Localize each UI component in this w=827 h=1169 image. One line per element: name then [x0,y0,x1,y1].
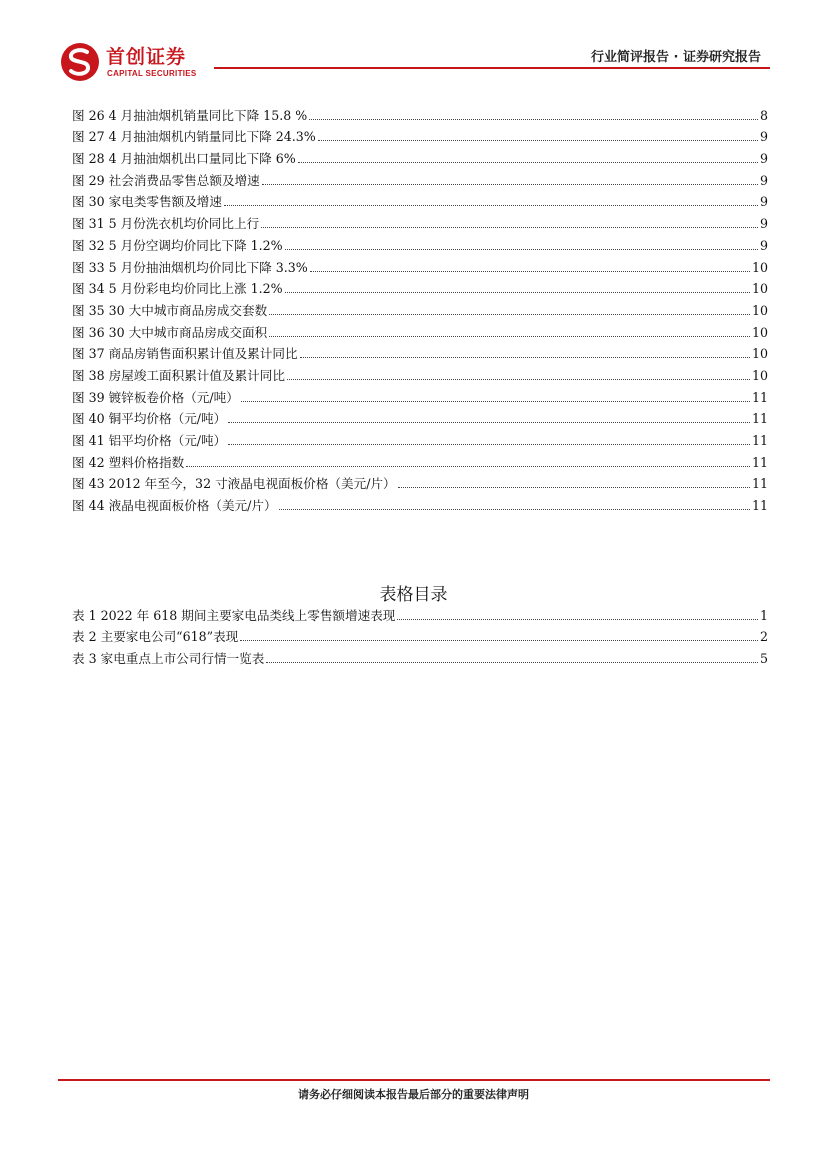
table-toc-entry[interactable] [72,624,768,646]
toc-page-number: 5 [759,651,768,667]
toc-entry-label: 图 43 2012 年至今，32 寸液晶电视面板价格（美元/片） [72,476,396,492]
toc-entry-label: 图 37 商品房销售面积累计值及累计同比 [72,346,298,362]
header-divider [214,67,770,69]
toc-page-number: 11 [751,498,768,514]
figure-toc-entry[interactable] [72,319,768,341]
figure-toc-entry[interactable] [72,471,768,493]
table-toc-entry[interactable] [72,645,768,667]
figure-toc-entry[interactable] [72,254,768,276]
dot-leader [298,162,758,163]
dot-leader [269,336,750,337]
dot-leader [287,379,750,380]
toc-page-number: 8 [759,107,768,123]
table-toc-entry[interactable] [72,602,768,624]
dot-leader [269,314,750,315]
toc-entry-label: 图 26 4 月抽油烟机销量同比下降 15.8 % [72,107,308,123]
toc-page-number: 11 [751,433,768,448]
toc-entry-label: 图 35 30 大中城市商品房成交套数 [72,302,268,318]
dot-leader [398,487,750,488]
dot-leader [262,184,758,185]
dot-leader [228,444,750,445]
figure-toc-entry[interactable] [72,124,768,146]
toc-page-number: 9 [759,194,768,210]
logo-mark-icon [60,42,100,82]
figure-toc-entry[interactable] [72,362,768,384]
toc-entry-label: 图 44 液晶电视面板价格（美元/片） [72,498,277,514]
toc-page-number: 11 [751,476,768,492]
figure-toc-entry[interactable] [72,145,768,167]
logo-english-name: CAPITAL SECURITIES [107,69,197,78]
table-list-title: 表格目录 [379,585,448,605]
toc-page-number: 11 [751,454,768,470]
toc-page-number: 10 [751,302,768,318]
toc-entry-label: 图 31 5 月份洗衣机均价同比上行 [72,216,260,232]
company-logo [60,42,220,82]
toc-entry-label: 图 30 家电类零售额及增速 [72,194,222,210]
dot-leader [224,205,758,206]
dot-leader [310,271,750,272]
figure-toc-entry[interactable] [72,406,768,428]
dot-leader [240,640,758,641]
toc-entry-label: 表 2 主要家电公司“618”表现 [72,629,239,645]
toc-page-number: 9 [759,172,768,188]
dot-leader [309,119,758,120]
table-list [72,602,768,667]
toc-page-number: 9 [759,129,768,145]
dot-leader [397,619,758,620]
figure-toc-entry[interactable] [72,189,768,211]
dot-leader [266,662,758,663]
figure-toc-entry[interactable] [72,276,768,298]
toc-page-number: 1 [759,607,768,623]
toc-page-number: 10 [751,259,768,275]
toc-page-number: 11 [751,411,768,427]
figure-toc-entry[interactable] [72,384,768,406]
toc-entry-label: 表 1 2022 年 618 期间主要家电品类线上零售额增速表现 [72,607,396,623]
page-header [0,0,827,90]
toc-entry-label: 图 33 5 月份抽油烟机均价同比下降 3.3% [72,259,308,275]
toc-entry-label: 图 28 4 月抽油烟机出口量同比下降 6% [72,151,296,167]
toc-entry-label: 图 39 镀锌板卷价格（元/吨） [72,389,239,405]
toc-page-number: 10 [751,281,768,297]
figure-toc-entry[interactable] [72,210,768,232]
toc-entry-label: 图 42 塑料价格指数 [72,454,185,470]
dot-leader [285,292,750,293]
figure-toc-entry[interactable] [72,341,768,363]
toc-page-number: 11 [751,389,768,405]
toc-entry-label: 表 3 家电重点上市公司行情一览表 [72,651,265,667]
report-type: 行业简评报告 · 证券研究报告 [591,50,761,65]
toc-page-number: 10 [751,346,768,362]
toc-entry-label: 图 34 5 月份彩电均价同比上涨 1.2% [72,281,283,297]
footer-disclaimer: 请务必仔细阅读本报告最后部分的重要法律声明 [298,1088,529,1101]
figure-toc-entry[interactable] [72,449,768,471]
toc-page-number: 10 [751,324,768,340]
dot-leader [300,357,750,358]
toc-entry-label: 图 36 30 大中城市商品房成交面积 [72,324,268,340]
toc-entry-label: 图 32 5 月份空调均价同比下降 1.2% [72,237,283,253]
dot-leader [241,401,750,402]
figure-toc-entry[interactable] [72,427,768,449]
figure-toc-entry[interactable] [72,167,768,189]
footer-divider [58,1079,770,1081]
dot-leader [285,249,758,250]
toc-page-number: 2 [759,629,768,645]
figure-toc-entry[interactable] [72,102,768,124]
toc-entry-label: 图 27 4 月抽油烟机内销量同比下降 24.3% [72,129,316,145]
toc-page-number: 9 [759,237,768,253]
dot-leader [318,140,758,141]
figure-toc-entry[interactable] [72,492,768,514]
dot-leader [261,227,758,228]
figure-toc-entry[interactable] [72,297,768,319]
toc-entry-label: 图 40 铜平均价格（元/吨） [72,411,227,427]
toc-page-number: 10 [751,367,768,383]
logo-chinese-name: 首创证券 [106,46,187,68]
toc-page-number: 9 [759,151,768,167]
toc-entry-label: 图 29 社会消费品零售总额及增速 [72,172,260,188]
toc-entry-label: 图 38 房屋竣工面积累计值及累计同比 [72,367,285,383]
dot-leader [279,509,750,510]
toc-page-number: 9 [759,216,768,232]
toc-entry-label: 图 41 铝平均价格（元/吨） [72,433,227,448]
dot-leader [186,466,750,467]
figure-toc-entry[interactable] [72,232,768,254]
dot-leader [228,422,750,423]
figure-list [72,102,768,514]
